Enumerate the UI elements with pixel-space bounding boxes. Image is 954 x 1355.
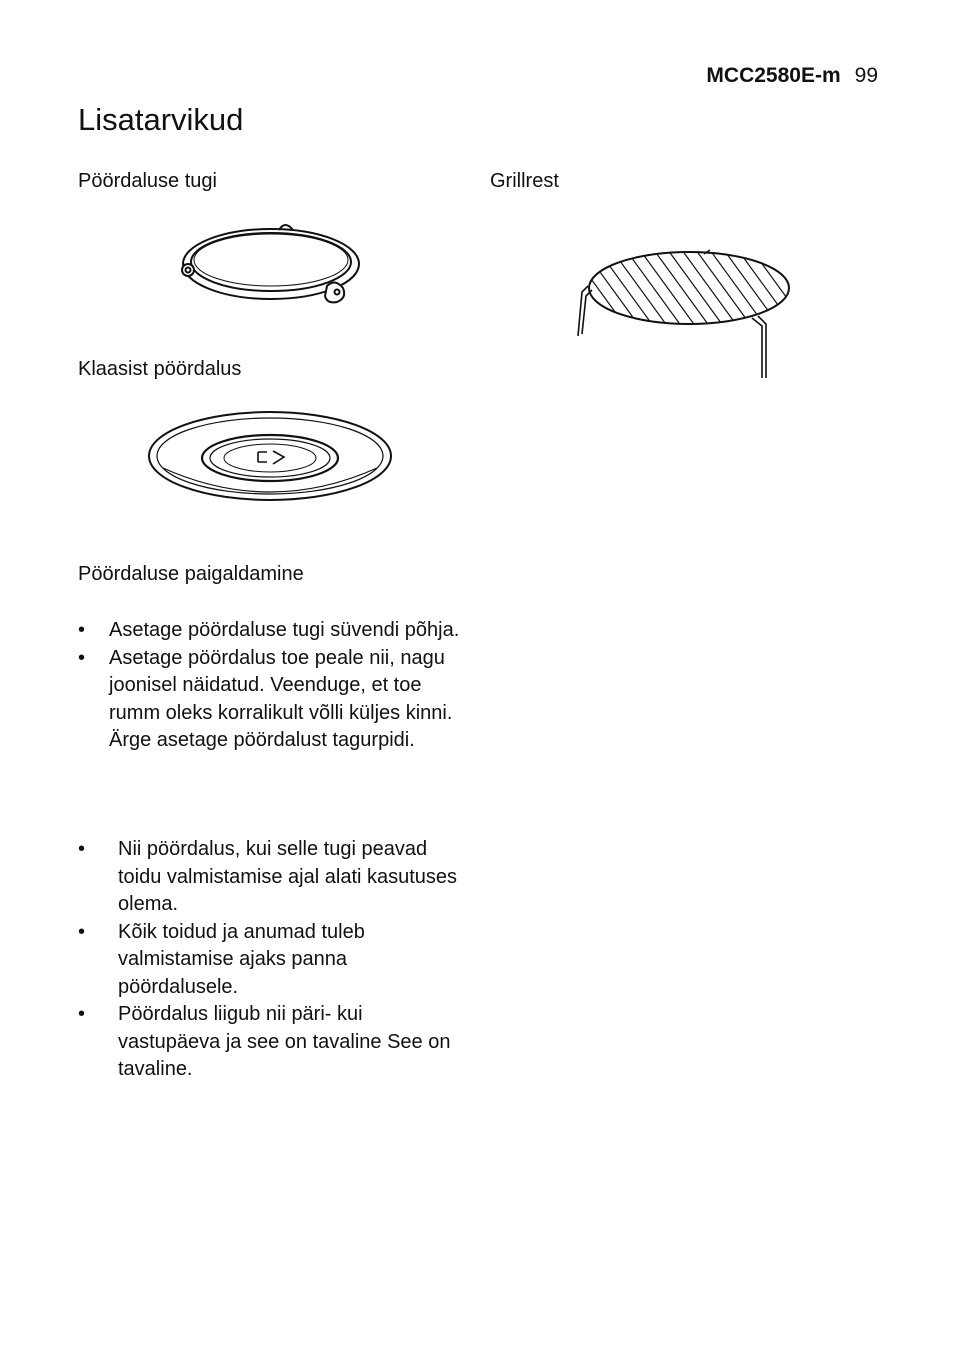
roller-ring-caption: Pöördaluse tugi [78, 170, 217, 192]
list-item: • Nii pöördalus, kui selle tugi peavad toidu valmistamise ajal alati kasutuses olema. [78, 838, 458, 915]
installation-notes-list [78, 836, 470, 1084]
bullet-icon: • [78, 1003, 86, 1025]
page-title: Lisatarvikud [78, 102, 244, 137]
list-item: • Asetage pöördaluse tugi süvendi põhja. [78, 617, 468, 645]
glass-tray-caption: Klaasist pöördalus [78, 358, 242, 380]
bullet-icon: • [78, 838, 86, 860]
grill-rack-icon [572, 248, 796, 382]
installation-steps-list [78, 617, 468, 755]
list-item: • Pöördalus liigub nii päri- kui vastupäeva ja see on tavaline See on tavaline. [78, 1003, 451, 1080]
grill-rack-caption: Grillrest [490, 170, 559, 192]
bullet-icon: • [78, 920, 86, 943]
bullet-icon: • [78, 646, 86, 669]
roller-ring-icon [175, 216, 371, 308]
bullet-icon: • [78, 619, 86, 641]
page-header [706, 64, 878, 88]
list-item: • Asetage pöördalus toe peale nii, nagu joonisel näidatud. Veenduge, et toe rumm oleks korralikult võlli küljes kinni. Ärge asetage pöördalust tagurpidi. [78, 646, 453, 751]
page-number: 99 [854, 64, 878, 87]
list-item: • Kõik toidud ja anumad tuleb valmistamise ajaks panna pöördalusele. [78, 920, 365, 998]
installation-heading: Pöördaluse paigaldamine [78, 563, 304, 585]
model-number: MCC2580E-m [706, 64, 841, 87]
glass-turntable-icon [145, 406, 395, 506]
